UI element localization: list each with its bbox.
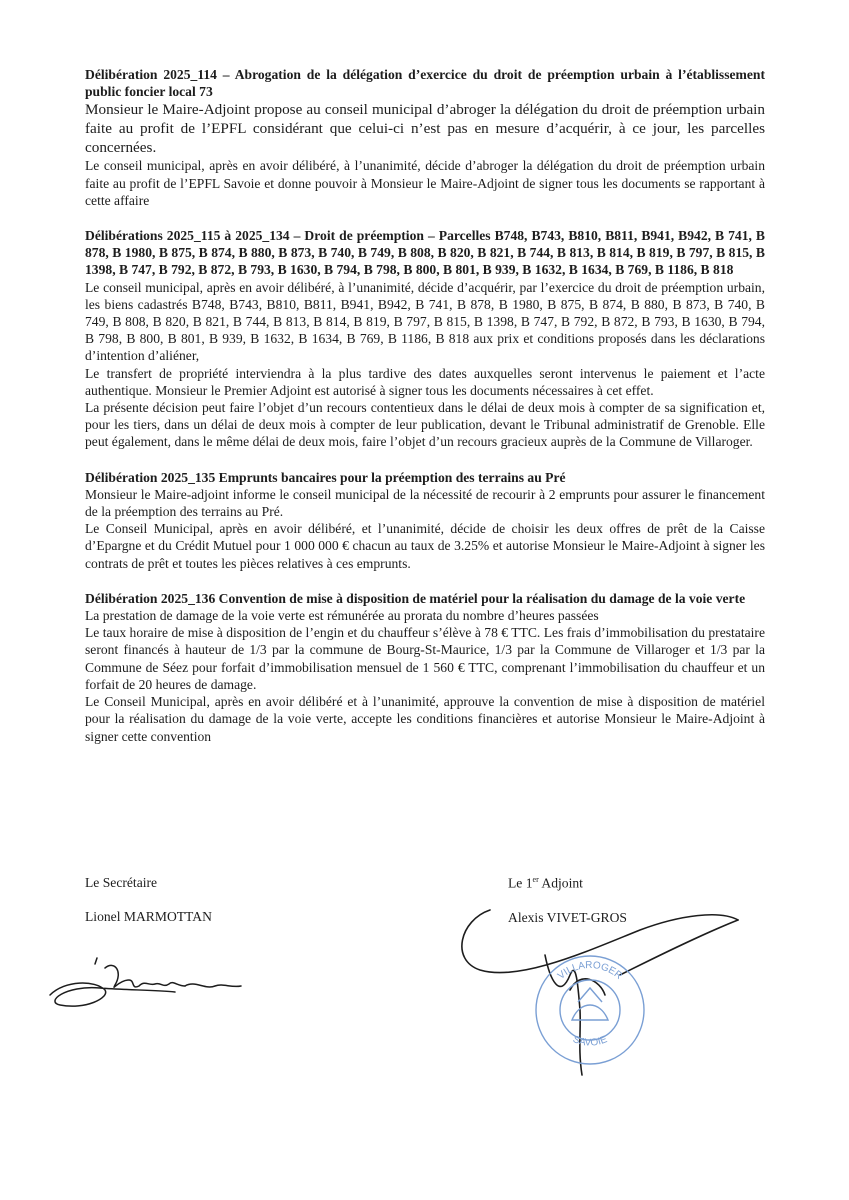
section-title: Délibération 2025_135 Emprunts bancaires pour la préemption des terrains au Pré	[85, 469, 566, 485]
section-paragraph: La prestation de damage de la voie verte est rémunérée au prorata du nombre d’heures passées	[85, 608, 599, 624]
section-paragraph: Le Conseil Municipal, après en avoir délibéré et à l’unanimité, approuve la convention de mise à disposition de matériel pour la réalisation du damage de la voie verte, accepte les conditions financières et autorise Monsieur le Maire-Adjoint à signer cette convention	[85, 694, 765, 744]
section-paragraph: Le conseil municipal, après en avoir délibéré, à l’unanimité, décide d’acquérir, par l’exercice du droit de préemption urbain, les biens cadastrés B748, B743, B810, B811, B941, B942, B 741, B 878, B 1980, B 875, B 874, B 880, B 873, B 740, B 749, B 808, B 820, B 821, B 744, B 813, B 814, B 819, B 797, B 815, B 1398, B 747, B 792, B 872, B 793, B 1630, B 794, B 798, B 800, B 801, B 939, B 1632, B 1634, B 769, B 1186, B 818 aux prix et conditions proposés dans les déclarations d’intention d’aliéner,	[85, 279, 765, 364]
stamp-bottom-text: SAVOIE	[571, 1034, 609, 1049]
document-body	[85, 66, 765, 763]
section-paragraph: Monsieur le Maire-Adjoint propose au conseil municipal d’abroger la délégation du droit de préemption urbain faite au profit de l’EPFL considérant que celui-ci n’est pas en mesure d’acquérir, à ce jour, les parcelles concernées.	[85, 101, 765, 157]
section-paragraph: Le Conseil Municipal, après en avoir délibéré, et l’unanimité, décide de choisir les deux offres de prêt de la Caisse d’Epargne et du Crédit Mutuel pour 1 000 000 € chacun au taux de 3.25% et autorise Monsieur le Maire-Adjoint à signer les contrats de prêt et toutes les pièces relatives à ces emprunts.	[85, 521, 765, 571]
section-paragraph: Le conseil municipal, après en avoir délibéré, à l’unanimité, décide d’abroger la délégation du droit de préemption urbain faite au profit de l’EPFL Savoie et donne pouvoir à Monsieur le Maire-Adjoint de signer tous les documents se rapportant à cette affaire	[85, 158, 765, 208]
section-title: Délibération 2025_136 Convention de mise à disposition de matériel pour la réalisation du damage de la voie verte	[85, 590, 746, 606]
handwritten-signature-left	[45, 950, 255, 1020]
deliberation-2025-136	[85, 590, 765, 745]
signatory-role: Le 1er Adjoint	[508, 875, 583, 891]
signatory-role: Le Secrétaire	[85, 875, 158, 890]
section-title: Délibération 2025_114 – Abrogation de la délégation d’exercice du droit de préemption urbain à l’établissement public foncier local 73	[85, 67, 765, 100]
section-paragraph: Le taux horaire de mise à disposition de l’engin et du chauffeur s’élève à 78 € TTC. Les frais d’immobilisation du prestataire seront financés à hauteur de 1/3 par la commune de Bourg-St-Maurice, 1/3 par la Commune de Villaroger et 1/3 par la Commune de Séez pour forfait d’immobilisation mensuel de 1 560 € TTC, comprenant l’immobilisation du chauffeur et un forfait de 20 heures de damage.	[85, 625, 765, 692]
signatory-name: Lionel MARMOTTAN	[85, 909, 212, 924]
municipal-seal-stamp	[530, 950, 650, 1070]
secretary-signature-block	[85, 875, 212, 925]
deliberations-2025-115-134	[85, 227, 765, 451]
section-paragraph: Monsieur le Maire-adjoint informe le conseil municipal de la nécessité de recourir à 2 emprunts pour assurer le financement de la préemption des terrains au Pré.	[85, 486, 765, 520]
deliberation-2025-114	[85, 66, 765, 209]
signatory-name: Alexis VIVET-GROS	[508, 909, 627, 925]
section-paragraph: Le transfert de propriété interviendra à la plus tardive des dates auxquelles seront intervenus le paiement et l’acte authentique. Monsieur le Premier Adjoint est autorisé à signer tous les documents nécessaires à cet effet.	[85, 365, 765, 398]
section-paragraph: La présente décision peut faire l’objet d’un recours contentieux dans le délai de deux mois à compter de sa signification et, pour les tiers, dans un délai de deux mois à compter de leur publication, devant le Tribunal administratif de Grenoble. Elle peut également, dans le même délai de deux mois, faire l’objet d’un recours gracieux auprès de la Commune de Villaroger.	[85, 400, 765, 450]
section-title: Délibérations 2025_115 à 2025_134 – Droit de préemption – Parcelles B748, B743, B810, B811, B941, B942, B 741, B 878, B 1980, B 875, B 874, B 880, B 873, B 740, B 749, B 808, B 820, B 821, B 744, B 813, B 814, B 819, B 797, B 815, B 1398, B 747, B 792, B 872, B 793, B 1630, B 794, B 798, B 800, B 801, B 939, B 1632, B 1634, B 769, B 1186, B 818	[85, 228, 765, 278]
deliberation-2025-135	[85, 469, 765, 572]
stamp-top-text: VILLAROGER	[555, 959, 625, 982]
